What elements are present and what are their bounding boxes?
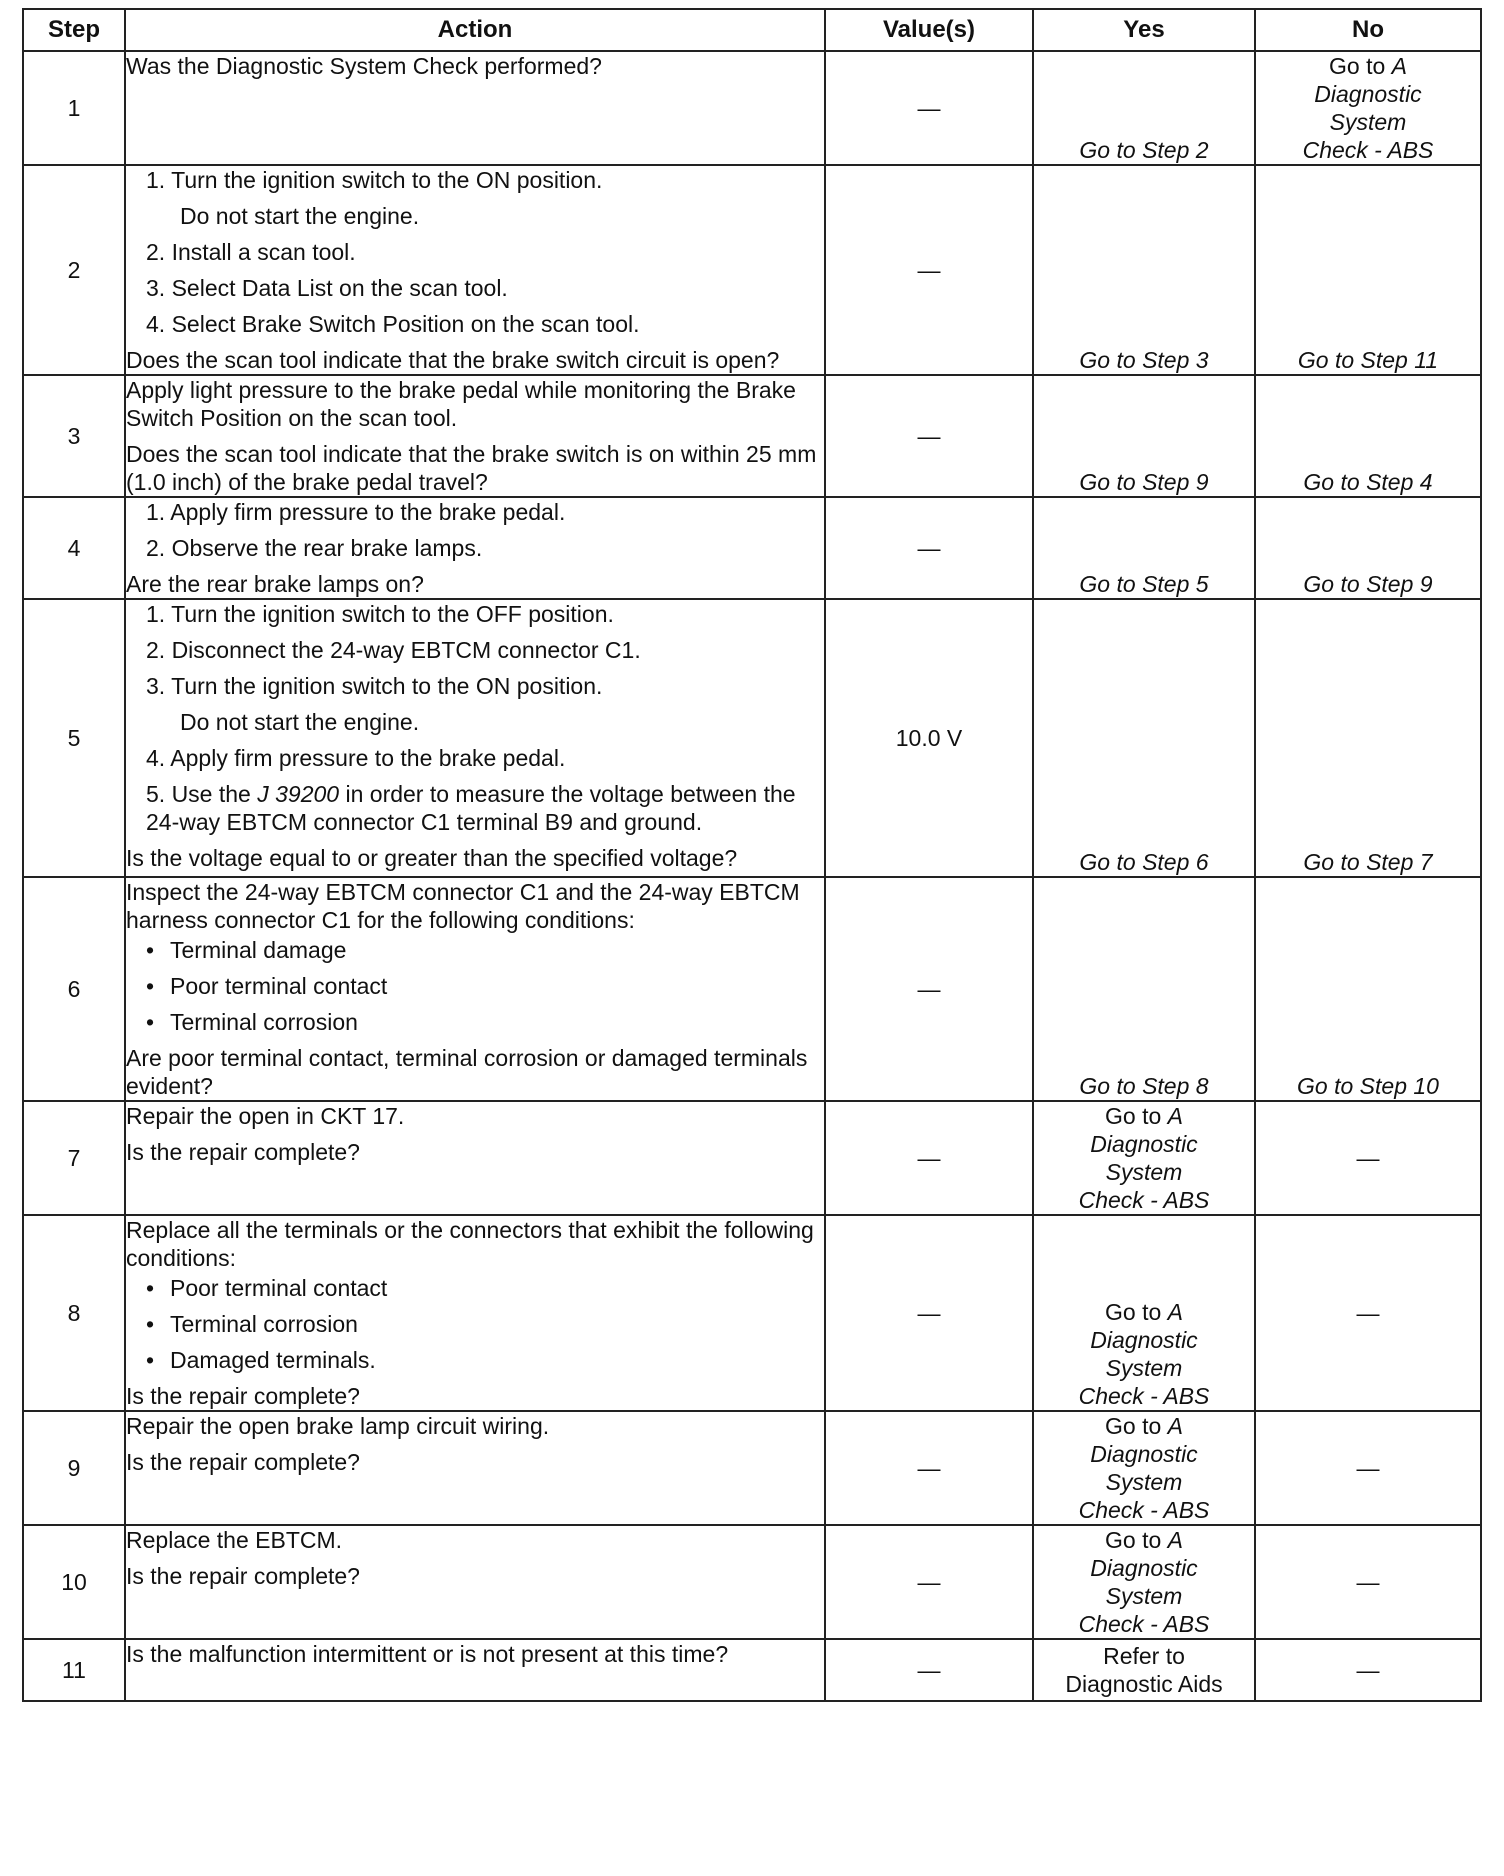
table-row — [23, 497, 1481, 599]
item-suffix: in order to measure the voltage between the 24-way EBTCM connector C1 terminal B9 and ground. — [146, 781, 796, 835]
value-cell: — — [825, 1411, 1033, 1525]
action-item: 2. Install a scan tool. — [146, 239, 356, 265]
action-text: Inspect the 24-way EBTCM connector C1 and the 24-way EBTCM harness connector C1 for the following conditions: — [126, 879, 800, 933]
no-cell: — — [1255, 1639, 1481, 1701]
action-cell — [125, 1525, 825, 1639]
step-number: 1 — [23, 51, 125, 165]
action-item — [126, 780, 824, 836]
action-question: Does the scan tool indicate that the brake switch circuit is open? — [126, 347, 780, 373]
diagnostic-sheet — [22, 8, 1482, 1702]
value-cell: — — [825, 1215, 1033, 1411]
action-question: Is the repair complete? — [126, 1139, 360, 1165]
action-item: 1. Turn the ignition switch to the OFF position. — [146, 601, 614, 627]
step-number: 7 — [23, 1101, 125, 1215]
step-number: 3 — [23, 375, 125, 497]
action-note: Do not start the engine. — [180, 709, 420, 735]
action-item: 3. Select Data List on the scan tool. — [146, 275, 508, 301]
no-cell: Go to Step 4 — [1255, 375, 1481, 497]
action-cell — [125, 1101, 825, 1215]
action-text: Replace the EBTCM. — [126, 1527, 343, 1553]
bullet-item: • Poor terminal contact — [146, 1275, 388, 1301]
value-cell: — — [825, 51, 1033, 165]
step-number: 9 — [23, 1411, 125, 1525]
bullet-item: • Poor terminal contact — [146, 973, 388, 999]
no-cell: Go to Step 10 — [1255, 877, 1481, 1101]
action-text: Repair the open brake lamp circuit wiring. — [126, 1413, 550, 1439]
action-cell — [125, 1411, 825, 1525]
action-cell — [125, 497, 825, 599]
action-question: Are poor terminal contact, terminal corrosion or damaged terminals evident? — [126, 1045, 808, 1099]
action-text: Apply light pressure to the brake pedal while monitoring the Brake Switch Position on the scan tool. — [126, 377, 796, 431]
action-question: Is the repair complete? — [126, 1563, 360, 1589]
no-cell: — — [1255, 1525, 1481, 1639]
step-number: 10 — [23, 1525, 125, 1639]
bullet-item: • Damaged terminals. — [146, 1347, 376, 1373]
table-row — [23, 599, 1481, 877]
action-question: Does the scan tool indicate that the brake switch is on within 25 mm (1.0 inch) of the brake pedal travel? — [126, 441, 817, 495]
yes-cell: Go to A Diagnostic System Check - ABS — [1033, 1411, 1255, 1525]
step-number: 4 — [23, 497, 125, 599]
header-step: Step — [23, 9, 125, 51]
action-text: Repair the open in CKT 17. — [126, 1103, 405, 1129]
table-row — [23, 165, 1481, 375]
action-text: Replace all the terminals or the connectors that exhibit the following conditions: — [126, 1217, 814, 1271]
item-prefix: 5. Use the — [146, 781, 258, 807]
action-question: Are the rear brake lamps on? — [126, 571, 424, 597]
no-cell: — — [1255, 1411, 1481, 1525]
yes-cell: Go to A Diagnostic System Check - ABS — [1033, 1525, 1255, 1639]
action-item: 3. Turn the ignition switch to the ON position. — [146, 673, 603, 699]
header-no: No — [1255, 9, 1481, 51]
yes-cell: Go to Step 3 — [1033, 165, 1255, 375]
goto-line: Check - ABS — [1302, 137, 1434, 163]
no-cell: — — [1255, 1215, 1481, 1411]
value-cell: — — [825, 375, 1033, 497]
header-value: Value(s) — [825, 9, 1033, 51]
table-row — [23, 1411, 1481, 1525]
value-cell: — — [825, 497, 1033, 599]
no-cell: Go to Step 9 — [1255, 497, 1481, 599]
table-row — [23, 1101, 1481, 1215]
diagnostic-table — [22, 8, 1482, 1702]
action-item: 4. Select Brake Switch Position on the scan tool. — [146, 311, 640, 337]
goto-line: System — [1329, 109, 1407, 135]
table-row — [23, 1215, 1481, 1411]
yes-cell: Go to Step 9 — [1033, 375, 1255, 497]
step-number: 5 — [23, 599, 125, 877]
bullet-item: • Terminal corrosion — [146, 1009, 358, 1035]
header-yes: Yes — [1033, 9, 1255, 51]
header-action: Action — [125, 9, 825, 51]
yes-cell: Refer to Diagnostic Aids — [1033, 1639, 1255, 1701]
value-cell: 10.0 V — [825, 599, 1033, 877]
yes-cell: Go to Step 2 — [1033, 51, 1255, 165]
action-item: 1. Apply firm pressure to the brake pedal. — [146, 499, 566, 525]
value-cell: — — [825, 165, 1033, 375]
bullet-item: • Terminal corrosion — [146, 1311, 358, 1337]
step-number: 2 — [23, 165, 125, 375]
goto-emphasis: A — [1391, 53, 1407, 79]
action-item: 1. Turn the ignition switch to the ON position. — [146, 167, 603, 193]
step-number: 6 — [23, 877, 125, 1101]
action-item: 2. Disconnect the 24-way EBTCM connector C1. — [146, 637, 641, 663]
no-cell: — — [1255, 1101, 1481, 1215]
action-item: 4. Apply firm pressure to the brake pedal. — [146, 745, 566, 771]
table-row — [23, 1525, 1481, 1639]
action-cell — [125, 877, 825, 1101]
header-row — [23, 9, 1481, 51]
table-row — [23, 1639, 1481, 1701]
goto-line: Diagnostic — [1314, 81, 1422, 107]
action-question: Is the malfunction intermittent or is not present at this time? — [126, 1641, 729, 1667]
action-question: Was the Diagnostic System Check performed? — [126, 53, 602, 79]
yes-cell: Go to Step 8 — [1033, 877, 1255, 1101]
action-item: 2. Observe the rear brake lamps. — [146, 535, 483, 561]
no-cell — [1255, 51, 1481, 165]
yes-cell: Go to A Diagnostic System Check - ABS — [1033, 1101, 1255, 1215]
value-cell: — — [825, 877, 1033, 1101]
no-cell: Go to Step 11 — [1255, 165, 1481, 375]
goto-prefix: Go to — [1329, 53, 1392, 79]
step-number: 11 — [23, 1639, 125, 1701]
table-row — [23, 51, 1481, 165]
tool-name: J 39200 — [257, 781, 340, 807]
action-question: Is the repair complete? — [126, 1383, 360, 1409]
table-row — [23, 375, 1481, 497]
action-cell — [125, 51, 825, 165]
yes-cell: Go to Step 5 — [1033, 497, 1255, 599]
action-question: Is the repair complete? — [126, 1449, 360, 1475]
table-row — [23, 877, 1481, 1101]
action-cell — [125, 1639, 825, 1701]
bullet-item: • Terminal damage — [146, 937, 347, 963]
action-cell — [125, 165, 825, 375]
action-question: Is the voltage equal to or greater than the specified voltage? — [126, 845, 738, 871]
yes-cell: Go to A Diagnostic System Check - ABS — [1033, 1215, 1255, 1411]
step-number: 8 — [23, 1215, 125, 1411]
value-cell: — — [825, 1101, 1033, 1215]
value-cell: — — [825, 1639, 1033, 1701]
value-cell: — — [825, 1525, 1033, 1639]
no-cell: Go to Step 7 — [1255, 599, 1481, 877]
action-cell — [125, 375, 825, 497]
action-cell — [125, 599, 825, 877]
yes-cell: Go to Step 6 — [1033, 599, 1255, 877]
action-cell — [125, 1215, 825, 1411]
action-note: Do not start the engine. — [180, 203, 420, 229]
